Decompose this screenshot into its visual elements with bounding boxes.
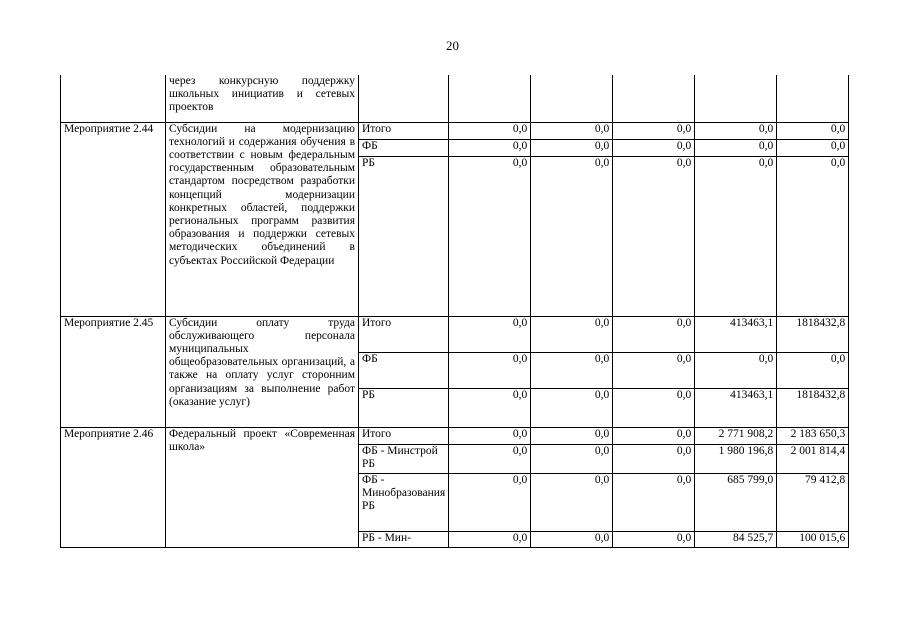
value-cell: 79 412,8 [777,473,849,531]
value-cell: 0,0 [449,316,531,352]
value-cell: 0,0 [449,352,531,388]
value-cell: 2 001 814,4 [777,444,849,473]
value-cell: 1 980 196,8 [695,444,777,473]
value-cell: 0,0 [613,473,695,531]
value-cell [695,75,777,122]
value-cell: 2 771 908,2 [695,427,777,444]
source-cell: РБ [359,388,449,427]
activity-description [166,122,359,316]
value-cell: 0,0 [449,139,531,156]
value-cell: 0,0 [613,427,695,444]
value-cell: 0,0 [531,352,613,388]
value-cell: 2 183 650,3 [777,427,849,444]
continued-text: через конкурсную поддержку школьных инициатив и сетевых проектов [169,75,355,114]
page-number: 20 [446,38,459,53]
value-cell [613,75,695,122]
source-cell: ФБ - Минстрой РБ [359,444,449,473]
value-cell: 0,0 [613,122,695,139]
description-text: Субсидии оплату труда обслуживающего персонала муниципальных общеобразовательных организаций, а также на оплату услуг сторонним организациям за выполнение работ (оказание услуг) [169,316,355,408]
description-text: Федеральный проект «Современная школа» [169,427,355,453]
value-cell: 1818432,8 [777,316,849,352]
table-row [61,316,849,352]
source-cell: ФБ [359,139,449,156]
value-cell: 0,0 [531,388,613,427]
value-cell: 0,0 [531,122,613,139]
value-cell [531,75,613,122]
activity-description [166,427,359,547]
table-row [61,122,849,139]
value-cell: 0,0 [777,139,849,156]
activity-label: Мероприятие 2.45 [61,316,166,427]
value-cell: 0,0 [695,122,777,139]
value-cell: 0,0 [613,444,695,473]
value-cell: 685 799,0 [695,473,777,531]
value-cell: 0,0 [531,444,613,473]
value-cell: 0,0 [449,388,531,427]
value-cell [449,75,531,122]
description-cell [166,75,359,122]
value-cell: 0,0 [449,531,531,547]
value-cell: 0,0 [613,139,695,156]
value-cell: 0,0 [531,531,613,547]
value-cell: 413463,1 [695,388,777,427]
value-cell: 0,0 [531,316,613,352]
table-row [61,75,849,122]
value-cell: 413463,1 [695,316,777,352]
source-cell [359,75,449,122]
value-cell: 0,0 [449,122,531,139]
value-cell: 0,0 [531,156,613,316]
source-cell: Итого [359,122,449,139]
value-cell: 0,0 [449,473,531,531]
value-cell: 0,0 [777,122,849,139]
source-cell: Итого [359,316,449,352]
activity-label: Мероприятие 2.46 [61,427,166,547]
value-cell: 0,0 [531,139,613,156]
value-cell: 0,0 [695,139,777,156]
activity-description [166,316,359,427]
value-cell: 0,0 [449,444,531,473]
value-cell: 100 015,6 [777,531,849,547]
value-cell: 0,0 [449,156,531,316]
budget-table [60,75,849,548]
source-cell: РБ - Мин- [359,531,449,547]
source-cell: Итого [359,427,449,444]
value-cell: 0,0 [613,316,695,352]
source-cell: РБ [359,156,449,316]
value-cell: 0,0 [613,352,695,388]
value-cell: 0,0 [777,352,849,388]
description-text: Субсидии на модернизацию технологий и содержания обучения в соответствии с новым федеральным государственным образовательным стандартом посредством разработки концепций модернизации конкретных областей, поддержки региональных программ развития образования и поддержки сетевых методических объединений в субъектах Российской Федерации [169,122,355,267]
source-cell: ФБ - Минобразования РБ [359,473,449,531]
value-cell: 0,0 [613,156,695,316]
source-cell: ФБ [359,352,449,388]
value-cell: 0,0 [531,473,613,531]
value-cell [777,75,849,122]
value-cell: 1818432,8 [777,388,849,427]
value-cell: 0,0 [695,352,777,388]
value-cell: 0,0 [449,427,531,444]
value-cell: 0,0 [613,531,695,547]
activity-label: Мероприятие 2.44 [61,122,166,316]
table-row [61,427,849,444]
value-cell: 0,0 [777,156,849,316]
label-cell [61,75,166,122]
value-cell: 0,0 [531,427,613,444]
value-cell: 84 525,7 [695,531,777,547]
value-cell: 0,0 [695,156,777,316]
value-cell: 0,0 [613,388,695,427]
